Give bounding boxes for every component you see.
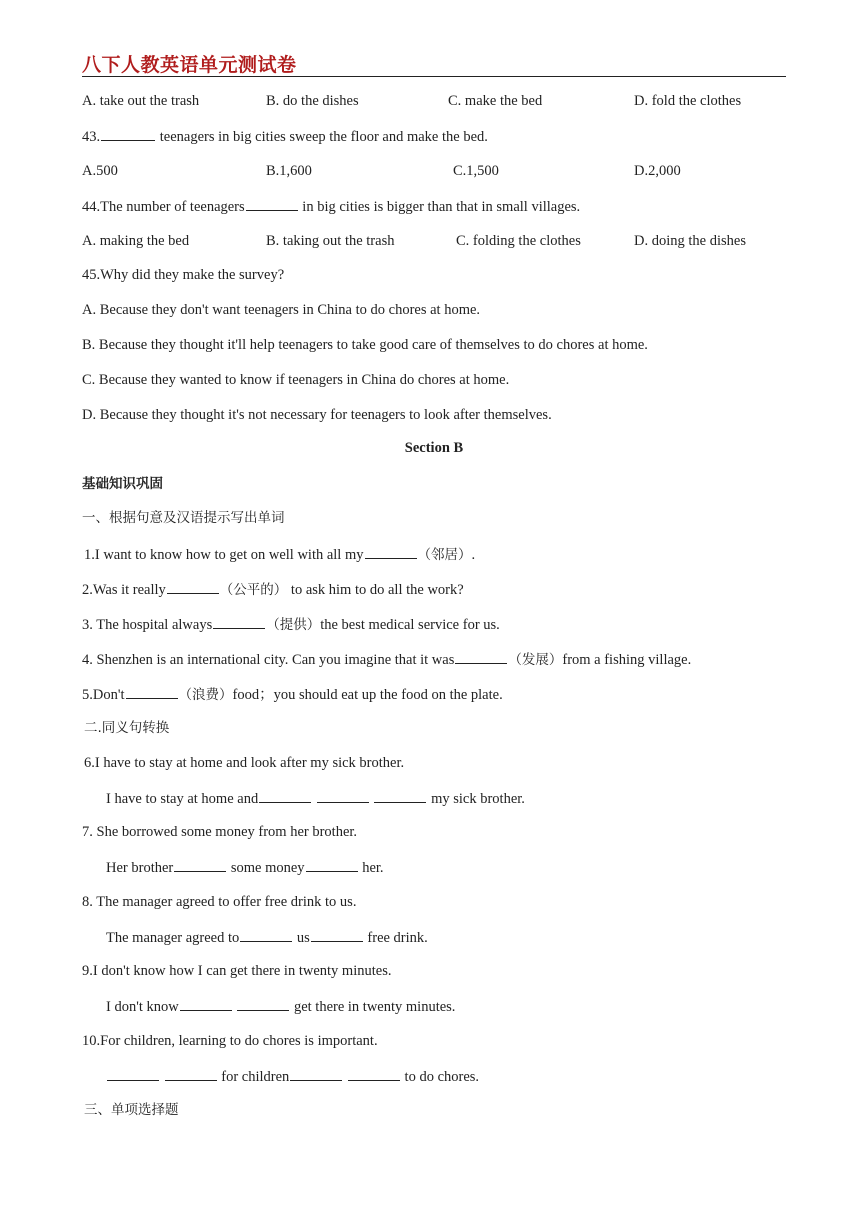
s5-blank[interactable]: [126, 685, 178, 699]
s5-pre: 5.Don't: [82, 687, 125, 703]
s7-pre: Her brother: [106, 860, 174, 876]
s3-line: [82, 615, 500, 634]
s5-line: [82, 685, 503, 704]
s6-post: my sick brother.: [431, 791, 525, 807]
s9-original: 9.I don't know how I can get there in twenty minutes.: [82, 963, 392, 979]
s2-post: to ask him to do all the work?: [287, 582, 464, 598]
s8-blank-2[interactable]: [311, 928, 363, 942]
s6-blank-2[interactable]: [317, 789, 369, 803]
s7-blank-1[interactable]: [174, 858, 226, 872]
s1-pre: 1.I want to know how to get on well with all my: [84, 547, 364, 563]
q45-option-d: D. Because they thought it's not necessary for teenagers to look after themselves.: [82, 407, 552, 423]
s4-line: [82, 650, 691, 669]
s10-original: 10.For children, learning to do chores is important.: [82, 1033, 378, 1049]
page-header-title: 八下人教英语单元测试卷: [82, 54, 297, 76]
s3-blank[interactable]: [213, 615, 265, 629]
s6-original: 6.I have to stay at home and look after my sick brother.: [84, 755, 405, 771]
q43-blank[interactable]: [101, 127, 155, 141]
s6-blank-1[interactable]: [259, 789, 311, 803]
s5-hint: （浪费）: [178, 687, 233, 703]
part2-heading: 二.同义句转换: [84, 720, 170, 736]
q43-stem: [82, 127, 488, 146]
q44-blank[interactable]: [246, 197, 298, 211]
s3-pre: 3. The hospital always: [82, 617, 213, 633]
s10-mid: for children: [217, 1069, 290, 1085]
s2-line: [82, 580, 464, 599]
q44-option-b: B. taking out the trash: [266, 233, 395, 249]
s3-hint: （提供）: [266, 617, 321, 633]
q43-number: 43.: [82, 129, 101, 145]
s6-rewrite: [106, 789, 525, 808]
s8-blank-1[interactable]: [240, 928, 292, 942]
s8-pre: The manager agreed to: [106, 930, 240, 946]
s7-mid: some money: [227, 860, 305, 876]
s10-blank-2[interactable]: [165, 1067, 217, 1081]
q44-option-c: C. folding the clothes: [456, 233, 581, 249]
q45-option-c: C. Because they wanted to know if teenagers in China do chores at home.: [82, 372, 510, 388]
q42-option-d: D. fold the clothes: [634, 93, 742, 109]
s1-line: [84, 545, 475, 564]
s2-pre: 2.Was it really: [82, 582, 166, 598]
s9-blank-2[interactable]: [237, 997, 289, 1011]
q43-option-a: A.500: [82, 163, 118, 179]
q45-option-b: B. Because they thought it'll help teenagers to take good care of themselves to do chores at home.: [82, 337, 648, 353]
q43-option-d: D.2,000: [634, 163, 681, 179]
q44-post: in big cities is bigger than that in small villages.: [298, 199, 581, 215]
s8-mid: us: [293, 930, 310, 946]
q42-option-b: B. do the dishes: [266, 93, 359, 109]
s1-post: .: [471, 547, 476, 563]
q43-option-b: B.1,600: [266, 163, 312, 179]
q44-option-d: D. doing the dishes: [634, 233, 746, 249]
s10-rewrite: [106, 1067, 479, 1086]
q44-pre: 44.The number of teenagers: [82, 199, 245, 215]
basics-heading: 基础知识巩固: [82, 476, 163, 492]
s1-hint: （邻居）: [417, 547, 472, 563]
s4-hint: （发展）: [508, 652, 563, 668]
part3-heading: 三、单项选择题: [84, 1102, 179, 1118]
section-b-title: Section B: [404, 440, 464, 456]
q44-option-a: A. making the bed: [82, 233, 190, 249]
s9-blank-1[interactable]: [180, 997, 232, 1011]
s8-post: free drink.: [363, 930, 428, 946]
s6-pre: I have to stay at home and: [106, 791, 259, 807]
s10-blank-1[interactable]: [107, 1067, 159, 1081]
s9-rewrite: [106, 997, 455, 1016]
q42-option-c: C. make the bed: [448, 93, 543, 109]
s4-blank[interactable]: [455, 650, 507, 664]
s8-rewrite: [106, 928, 428, 947]
s7-blank-2[interactable]: [306, 858, 358, 872]
s7-rewrite: [106, 858, 384, 877]
q45-stem: 45.Why did they make the survey?: [82, 267, 285, 283]
s4-pre: 4. Shenzhen is an international city. Can you imagine that it was: [82, 652, 455, 668]
s4-post: from a fishing village.: [562, 652, 692, 668]
s3-post: the best medical service for us.: [320, 617, 500, 633]
s9-pre: I don't know: [106, 999, 179, 1015]
s9-post: get there in twenty minutes.: [290, 999, 456, 1015]
s1-blank[interactable]: [365, 545, 417, 559]
q43-option-c: C.1,500: [453, 163, 499, 179]
q42-option-a: A. take out the trash: [82, 93, 200, 109]
s6-blank-3[interactable]: [374, 789, 426, 803]
s10-blank-3[interactable]: [290, 1067, 342, 1081]
s10-blank-4[interactable]: [348, 1067, 400, 1081]
s5-post: food；you should eat up the food on the plate.: [232, 687, 503, 703]
q44-stem: [82, 197, 580, 216]
s8-original: 8. The manager agreed to offer free drink to us.: [82, 894, 357, 910]
header-divider: [82, 76, 786, 77]
s7-post: her.: [358, 860, 384, 876]
s7-original: 7. She borrowed some money from her brother.: [82, 824, 358, 840]
q45-option-a: A. Because they don't want teenagers in China to do chores at home.: [82, 302, 481, 318]
s10-post: to do chores.: [404, 1069, 480, 1085]
part1-heading: 一、根据句意及汉语提示写出单词: [82, 510, 285, 526]
s2-hint: （公平的）: [219, 582, 288, 598]
q43-text: teenagers in big cities sweep the floor and make the bed.: [156, 129, 488, 145]
s2-blank[interactable]: [167, 580, 219, 594]
